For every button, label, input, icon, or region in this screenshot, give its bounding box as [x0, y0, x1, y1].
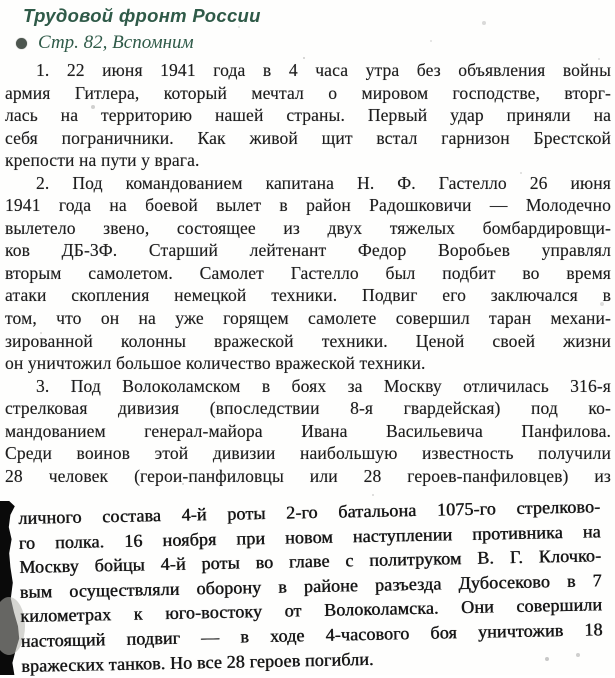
- text-line: 1941 года на боевой вылет в район Радошковичи — Молодечно: [5, 195, 611, 216]
- text-line: он уничтожил большое количество вражеской техники.: [5, 353, 426, 374]
- text-line: вражеских танков. Но все 28 героев погибли.: [21, 648, 374, 676]
- text-line: вым осуществляли оборону в районе разъезда Дубосеково в 7: [19, 570, 602, 602]
- subheader-label: Стр. 82, Вспомним: [38, 32, 194, 53]
- paragraph-1: [5, 59, 611, 172]
- scan-noise: [0, 0, 2, 2]
- paragraph-3: [5, 375, 611, 488]
- continuation-text-block: [18, 494, 603, 678]
- main-text-block: [5, 59, 611, 487]
- text-line: 2. Под командованием капитана Н. Ф. Гастелло 26 июня: [36, 172, 611, 193]
- text-line: мандованием генерал-майора Ивана Васильевича Панфилова.: [5, 420, 611, 441]
- section-title: Трудовой фронт России: [23, 5, 261, 26]
- text-line: крепости на пути у врага.: [5, 150, 200, 171]
- bullet-icon: [16, 38, 27, 49]
- text-line: вторым самолетом. Самолет Гастелло был подбит во время: [5, 262, 611, 283]
- text-line: зированной колонны вражеской техники. Ценой своей жизни: [5, 330, 611, 351]
- text-line: настоящий подвиг — в ходе 4-часового боя уничтожив 18: [20, 619, 603, 651]
- subheader: [16, 32, 194, 54]
- text-line: 3. Под Волоколамском в боях за Москву отличилась 316-я: [36, 375, 611, 396]
- text-line: 28 человек (герои-панфиловцы или 28 героев-панфиловцев) из: [5, 465, 611, 486]
- text-line: армия Гитлера, который мечтал о мировом господстве, вторг-: [5, 82, 611, 103]
- text-line: том, что он на уже горящем самолете совершил таран механи-: [5, 308, 611, 329]
- text-line: Среди воинов этой дивизии наибольшую известность получили: [5, 443, 611, 464]
- text-line: лась на территорию нашей страны. Первый удар приняли на: [5, 105, 611, 126]
- text-line: 1. 22 июня 1941 года в 4 часа утра без объявления войны: [36, 60, 611, 80]
- text-line: километрах к юго-востоку от Волоколамска. Они совершили: [20, 594, 603, 627]
- text-line: стрелковая дивизия (впоследствии 8-я гвардейская) под ко-: [5, 398, 611, 419]
- text-line: го полка. 16 ноября при новом наступлении противника на: [18, 520, 601, 553]
- text-line: вылетело звено, состоящее из двух тяжелых бомбардировщи-: [5, 217, 611, 238]
- text-line: атаки скопления немецкой техники. Подвиг его заключался в: [5, 285, 611, 306]
- text-line: личного состава 4-й роты 2-го батальона 1075-го стрелково-: [18, 496, 601, 528]
- text-line: себя пограничники. Как живой щит встал гарнизон Брестской: [5, 127, 611, 148]
- paragraph-2: [5, 172, 611, 375]
- text-line: Москву бойцы 4-й роты во главе с политруком В. Г. Клочко-: [19, 545, 602, 578]
- text-line: ков ДБ-3Ф. Старший лейтенант Федор Воробьев управлял: [5, 240, 611, 261]
